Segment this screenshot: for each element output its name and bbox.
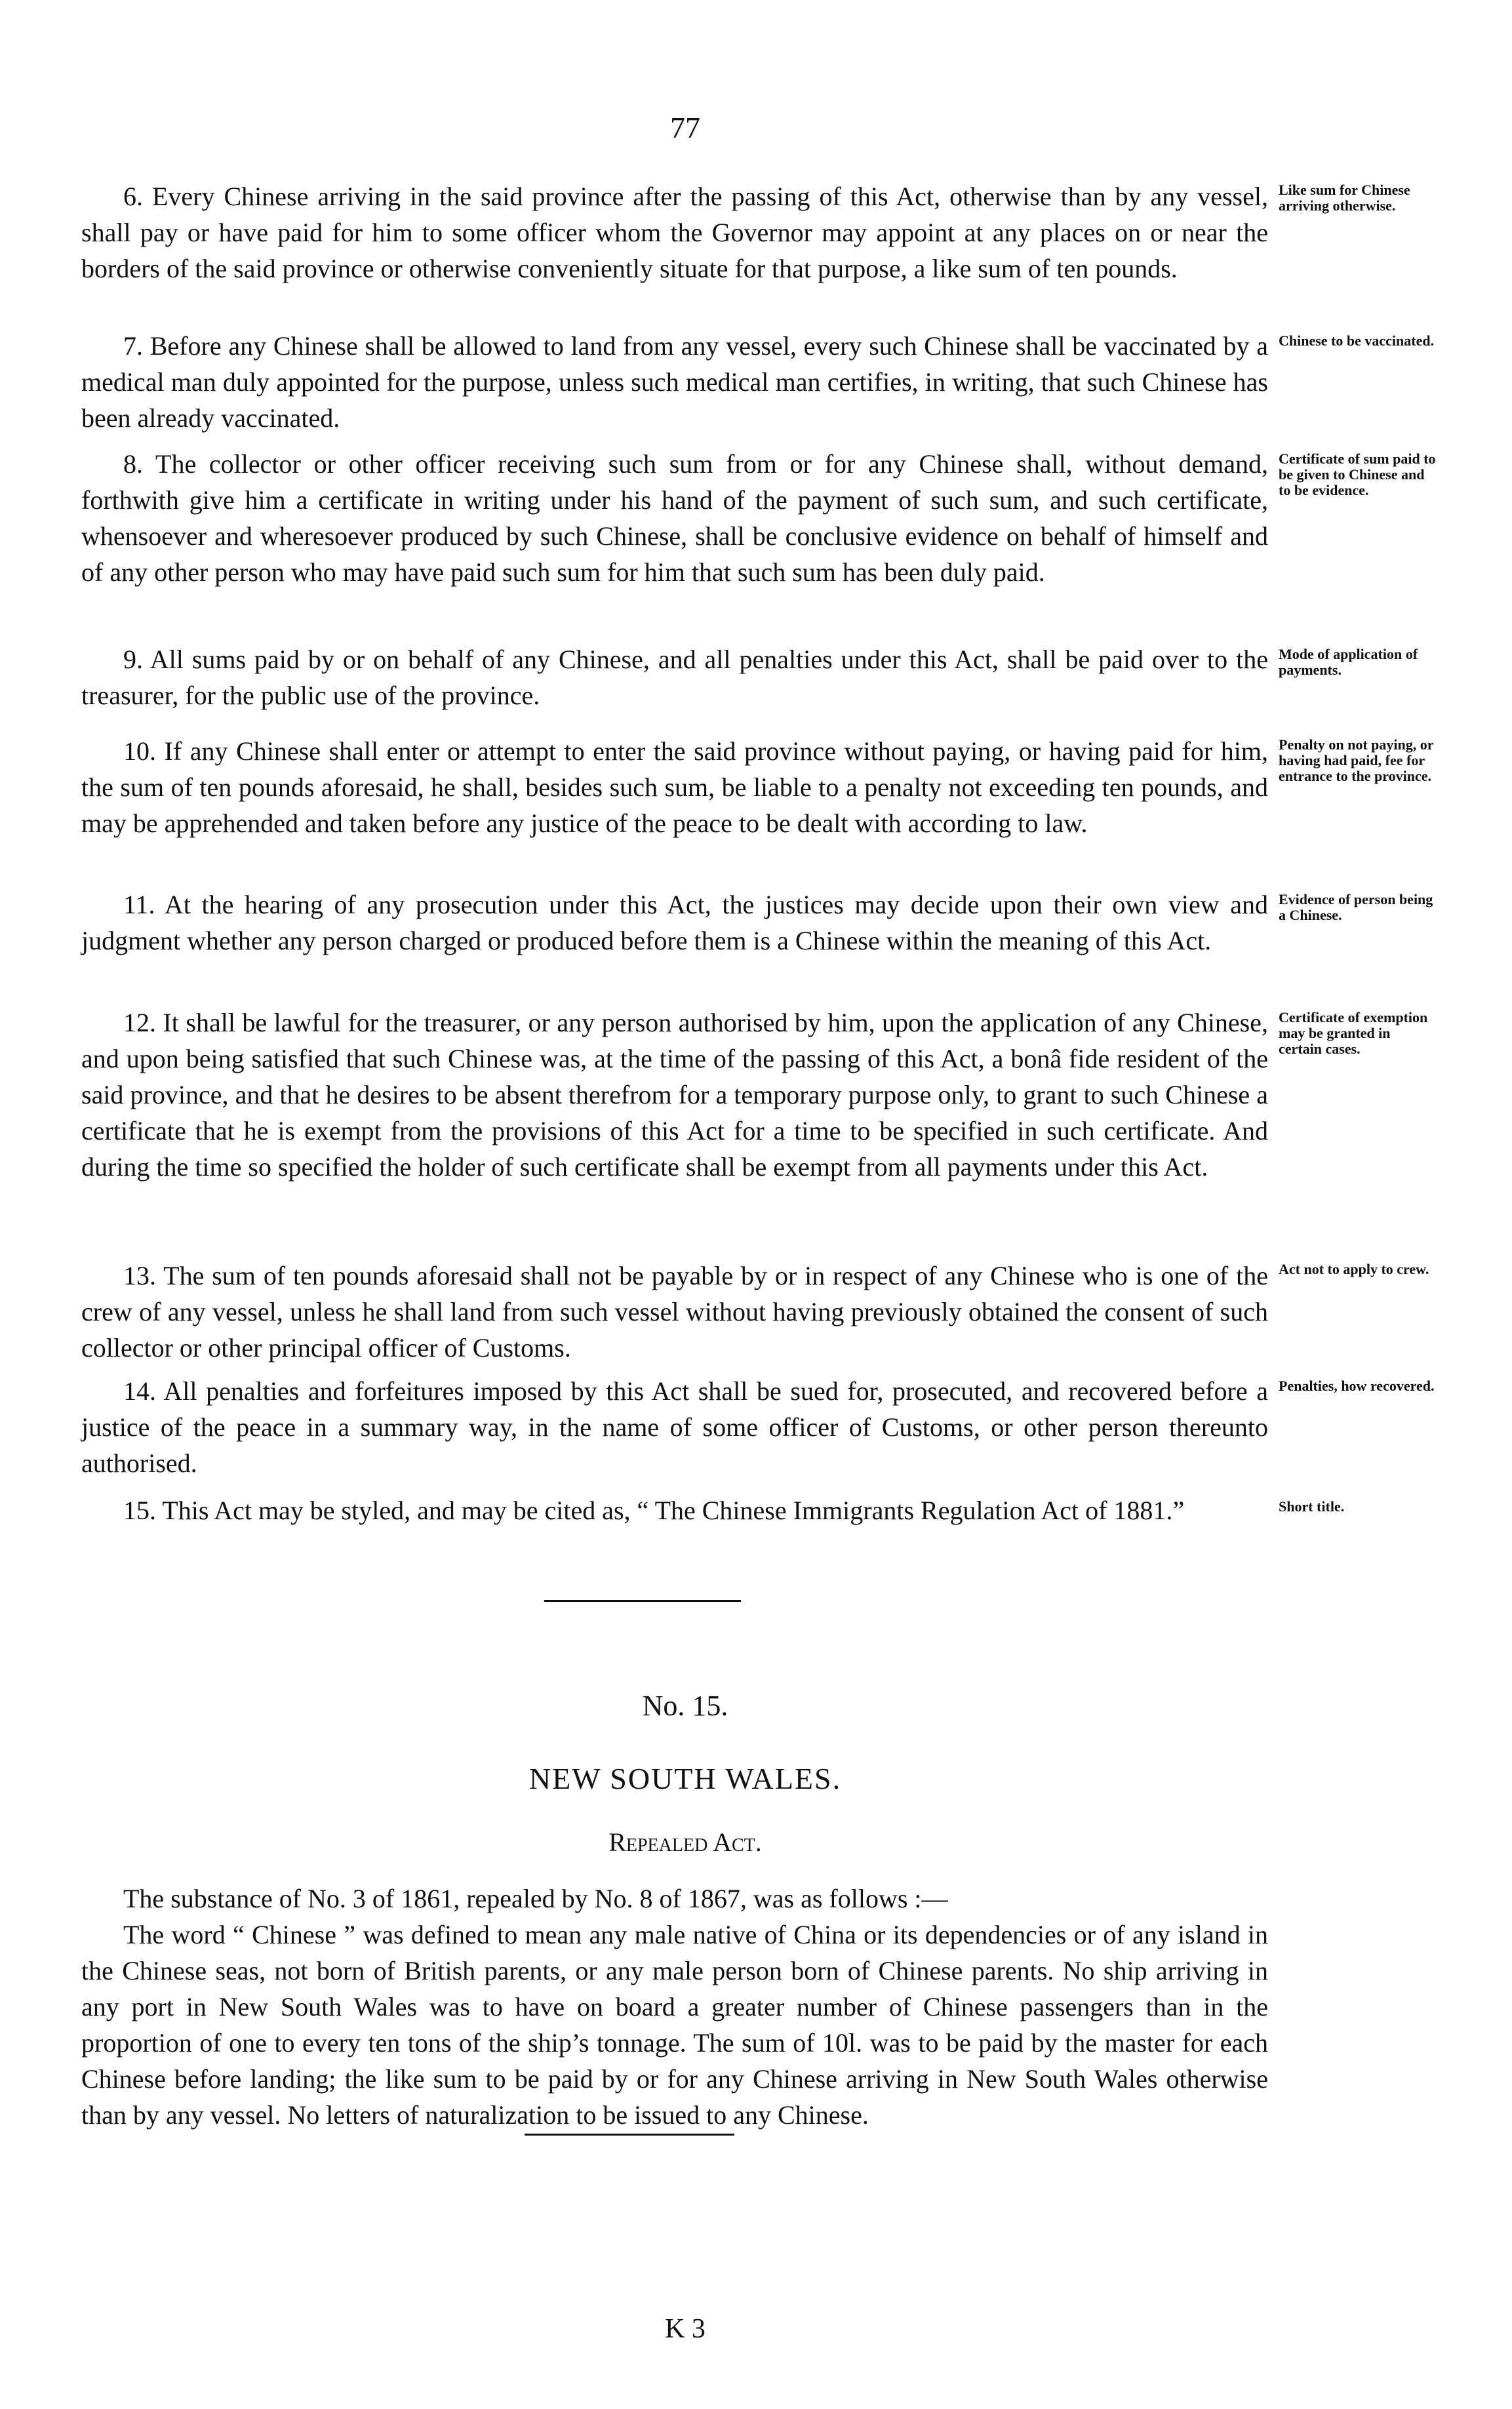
section-11 [81, 886, 1268, 959]
page-number: 77 [670, 111, 700, 144]
section-8 [81, 446, 1268, 590]
marginal-note-14: Penalties, how recovered. [1279, 1378, 1435, 1394]
marginal-note-11: Evidence of person being a Chinese. [1279, 891, 1433, 923]
section-text: 14. All penalties and forfeitures imposed by this Act shall be sued for, prosecuted, and recovered before a justice of the peace in a summary way, in the name of some officer of Customs, or other person thereunto authorised. [81, 1376, 1268, 1478]
marginal-note-10: Penalty on not paying, or having had paid, fee for entrance to the province. [1279, 736, 1434, 784]
section-text: 11. At the hearing of any prosecution under this Act, the justices may decide upon their own view and judgment whether any person charged or produced before them is a Chinese within the meaning of this Act. [81, 890, 1268, 955]
marginal-note-6: Like sum for Chinese arriving otherwise. [1279, 182, 1410, 214]
divider-rule [525, 2134, 734, 2136]
marginal-note-7: Chinese to be vaccinated. [1279, 332, 1435, 349]
repealed-intro: The substance of No. 3 of 1861, repealed by No. 8 of 1867, was as follows :— [123, 1884, 948, 1913]
repealed-text: The word “ Chinese ” was defined to mean any male native of China or its dependencies or of any island in the Chinese seas, not born of British parents, or any male person born of Chinese parents. No ship arriving in any port in New South Wales was to have on board a greater number of Chinese passengers than in the proportion of one to every ten tons of the ship’s tonnage. The sum of 10l. was to be paid by the master for each Chinese before landing; the like sum to be paid by or for any Chinese arriving in New South Wales otherwise than by any vessel. No letters of naturalization to be issued to any Chinese. [81, 1920, 1268, 2130]
marginal-note-13: Act not to apply to crew. [1279, 1261, 1429, 1277]
section-text: 9. All sums paid by or on behalf of any Chinese, and all penalties under this Act, shall be paid over to the treasurer, for the public use of the province. [81, 645, 1268, 710]
repealed-act-summary [81, 1881, 1268, 2133]
section-text: 8. The collector or other officer receiving such sum from or for any Chinese shall, without demand, forthwith give him a certificate in writing under his hand of the payment of such sum, and such certificate, whensoever and wheresoever produced by such Chinese, shall be conclusive evidence on behalf of himself and of any other person who may have paid such sum for him that such sum has been duly paid. [81, 449, 1268, 587]
section-text: 13. The sum of ten pounds aforesaid shall not be payable by or in respect of any Chinese who is one of the crew of any vessel, unless he shall land from such vessel without having previously obtained the consent of such collector or other principal officer of Customs. [81, 1261, 1268, 1363]
section-text: 15. This Act may be styled, and may be cited as, “ The Chinese Immigrants Regulation Act of 1881.” [123, 1496, 1185, 1525]
marginal-note-15: Short title. [1279, 1498, 1345, 1515]
section-14 [81, 1373, 1268, 1481]
divider-rule [544, 1600, 741, 1602]
section-9 [81, 641, 1268, 713]
act-subtitle: Repealed Act. [608, 1827, 762, 1857]
marginal-note-8: Certificate of sum paid to be given to Chinese and to be evidence. [1279, 450, 1436, 498]
section-15 [81, 1492, 1268, 1528]
section-7 [81, 328, 1268, 436]
folio-mark: K 3 [665, 2314, 706, 2344]
section-text: 10. If any Chinese shall enter or attempt to enter the said province without paying, or having paid for him, the sum of ten pounds aforesaid, he shall, besides such sum, be liable to a penalty not exceeding ten pounds, and may be apprehended and taken before any justice of the peace to be dealt with according to law. [81, 736, 1268, 838]
act-number: No. 15. [642, 1690, 728, 1722]
marginal-note-9: Mode of application of payments. [1279, 646, 1418, 678]
section-text: 12. It shall be lawful for the treasurer, or any person authorised by him, upon the application of any Chinese, and upon being satisfied that such Chinese was, at the time of the passing of this Act, a bonâ fide resident of the said province, and that he desires to be absent therefrom for a temporary purpose only, to grant to such Chinese a certificate that he is exempt from the provisions of this Act for a time to be specified in such certificate. And during the time so specified the holder of such certificate shall be exempt from all payments under this Act. [81, 1008, 1268, 1182]
marginal-note-12: Certificate of exemption may be granted in certain cases. [1279, 1009, 1428, 1057]
section-text: 7. Before any Chinese shall be allowed to land from any vessel, every such Chinese shall be vaccinated by a medical man duly appointed for the purpose, unless such medical man certifies, in writing, that such Chinese has been already vaccinated. [81, 331, 1268, 433]
section-6 [81, 178, 1268, 287]
section-13 [81, 1258, 1268, 1366]
section-12 [81, 1005, 1268, 1185]
section-text: 6. Every Chinese arriving in the said province after the passing of this Act, otherwise than by any vessel, shall pay or have paid for him to some officer whom the Governor may appoint at any places on or near the borders of the said province or otherwise conveniently situate for that purpose, a like sum of ten pounds. [81, 182, 1268, 283]
section-10 [81, 733, 1268, 841]
act-title: NEW SOUTH WALES. [528, 1762, 842, 1795]
